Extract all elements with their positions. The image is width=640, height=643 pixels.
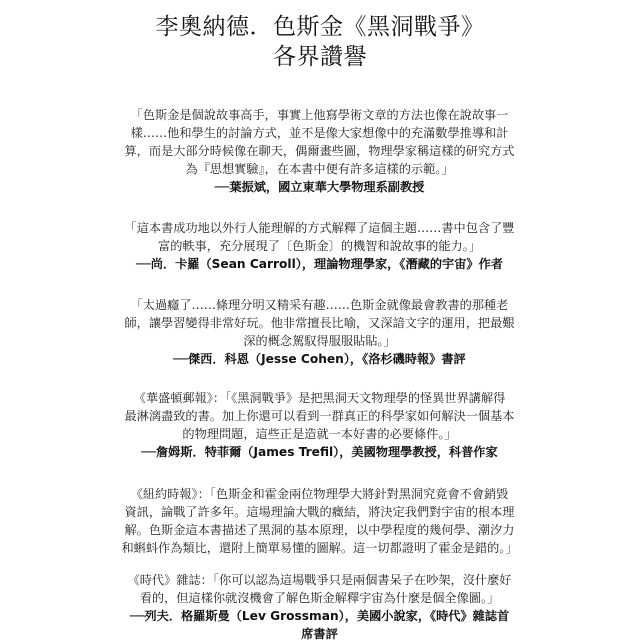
quote-line: 富的軼事，充分展現了〔色斯金〕的機智和說故事的能力。」 [158, 239, 481, 253]
quote-line: 《時代》雜誌：「你可以認為這場戰爭只是兩個書呆子在吵架，沒什麼好 [127, 573, 512, 587]
quote-attribution: ──列夫．格羅斯曼（Lev Grossman），美國小說家，《時代》雜誌首 [129, 609, 510, 623]
quote-attribution: ──詹姆斯．特菲爾（James Trefil），美國物理學教授，科普作家 [141, 445, 498, 459]
review-quote-1 [112, 106, 527, 196]
quote-line: 《華盛頓郵報》：「《黑洞戰爭》是把黑洞天文物理學的怪異世界講解得 [133, 391, 506, 405]
quote-line: 「色斯金是個說故事高手，事實上他寫學術文章的方法也像在說故事一 [130, 108, 509, 122]
quote-line: 為『思想實驗』，在本書中便有許多這樣的示範。」 [185, 162, 454, 176]
review-quote-5 [112, 485, 527, 557]
quote-attribution-continued: 席書評 [301, 627, 338, 641]
page-title: 李奧納德．色斯金《黑洞戰爭》 [155, 14, 485, 40]
review-quote-6 [112, 571, 527, 643]
quote-line: 最淋漓盡致的書。加上你還可以看到一群真正的科學家如何解決一個基本 [124, 409, 515, 423]
review-quote-4 [112, 389, 527, 461]
quote-line: 「太過癮了……條理分明又精采有趣……色斯金就像最會教書的那種老 [130, 298, 509, 312]
quote-line: 解。色斯金這本書描述了黑洞的基本原理，以中學程度的幾何學、潮汐力 [124, 523, 515, 537]
quote-line: 樣……他和學生的討論方式，並不是像大家想像中的充滿數學推導和計 [130, 126, 509, 140]
quote-line: 「這本書成功地以外行人能理解的方式解釋了這個主題……書中包含了豐 [124, 221, 515, 235]
quote-line: 算，而是大部分時候像在聊天，偶爾畫些圖，物理學家稱這樣的研究方式 [124, 144, 515, 158]
quote-line: 和蝌蚪作為類比，還附上簡單易懂的圖解。這一切都證明了霍金是錯的。」 [121, 541, 518, 555]
quote-line: 的物理問題，這些正是造就一本好書的必要條件。」 [182, 427, 457, 441]
review-quote-2 [112, 219, 527, 273]
quote-line: 深的概念駕馭得服服貼貼。」 [243, 334, 396, 348]
page-subtitle: 各界讚譽 [273, 44, 367, 70]
quote-line: 看的，但這樣你就沒機會了解色斯金解釋宇宙為什麼是個全像圖。」 [139, 591, 500, 605]
quote-line: 資訊，論戰了許多年。這場理論大戰的癥結，將決定我們對宇宙的根本理 [124, 505, 515, 519]
quote-attribution: ──尚．卡羅（Sean Carroll），理論物理學家，《潛藏的宇宙》作者 [136, 257, 503, 271]
quote-attribution: ──傑西．科恩（Jesse Cohen），《洛杉磯時報》書評 [173, 352, 466, 366]
quote-line: 師，讓學習變得非常好玩。他非常擅長比喻，又深諳文字的運用，把最艱 [124, 316, 515, 330]
review-quote-3 [112, 296, 527, 368]
quote-line: 《紐約時報》：「色斯金和霍金兩位物理學大將針對黑洞究竟會不會銷毀 [130, 487, 509, 501]
quote-attribution: ──葉振斌，國立東華大學物理系副教授 [214, 180, 425, 194]
